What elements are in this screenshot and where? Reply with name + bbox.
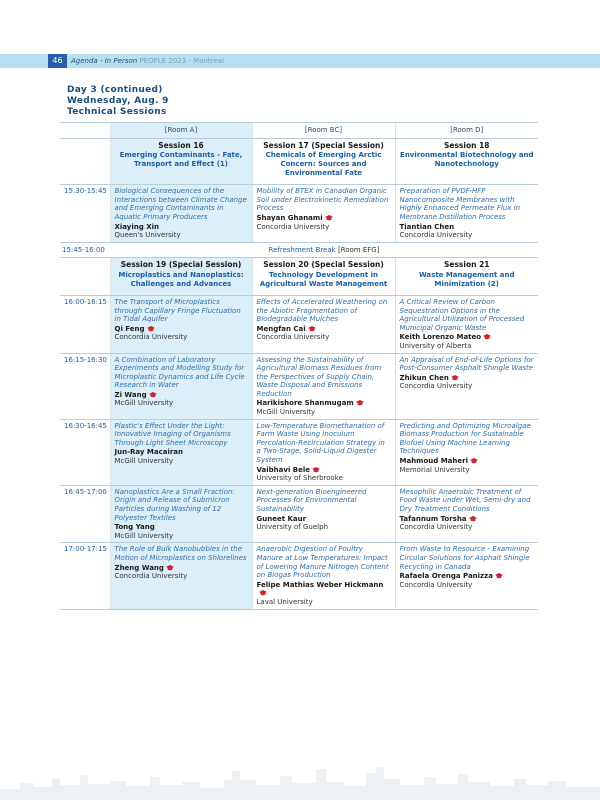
paper-affiliation: McGill University <box>114 531 174 540</box>
paper-author-line <box>400 374 535 383</box>
paper-affiliation: Queen's University <box>114 231 181 240</box>
break-label: Refreshment Break <box>268 245 336 254</box>
city-skyline-decoration <box>0 755 600 800</box>
paper-affiliation: McGill University <box>256 408 316 417</box>
student-cap-icon <box>149 392 157 398</box>
paper-affiliation: University of Sherbrooke <box>256 474 343 483</box>
paper-affiliation: University of Guelph <box>256 523 329 532</box>
session-number: Session 17 (Special Session) <box>263 140 384 150</box>
paper-affiliation: McGill University <box>114 399 174 408</box>
paper-author-line <box>400 333 535 342</box>
paper-title: From Waste to Resource - Examining Circular Solutions for Asphalt Shingle Recycling in Canada <box>399 545 530 571</box>
paper-cell <box>395 353 538 419</box>
paper-cell <box>395 485 538 543</box>
paper-author-line <box>257 325 391 334</box>
paper-affiliation: Concordia University <box>399 523 473 532</box>
break-time: 15:45-16:00 <box>60 242 110 258</box>
paper-affiliation: Memorial University <box>399 465 470 474</box>
slot-time: 17:00-17:15 <box>60 543 110 609</box>
session-20-header <box>252 258 395 296</box>
day-line-1: Day 3 (continued) <box>67 85 163 95</box>
paper-author: Mahmoud Maheri <box>399 457 468 466</box>
session-number: Session 19 (Special Session) <box>120 260 242 270</box>
paper-cell <box>395 419 538 485</box>
header-separator: - <box>97 57 105 65</box>
session-number: Session 16 <box>158 140 204 150</box>
paper-author-line <box>115 223 248 232</box>
break-room: [Room EFG] <box>337 245 380 254</box>
paper-title: Biological Consequences of the Interactions between Climate Change and Emerging Contaminants in Aquatic Primary Producers <box>114 187 247 221</box>
paper-author: Harikishore Shanmugam <box>256 399 354 408</box>
slot-time: 16:45-17:00 <box>60 485 110 543</box>
paper-author: Tong Yang <box>114 523 155 532</box>
paper-title: Predicting and Optimizing Microalgae Biomass Production for Sustainable Biofuel Using Machine Learning Techniques <box>399 421 531 456</box>
paper-affiliation: University of Alberta <box>399 341 472 350</box>
paper-cell <box>110 185 252 243</box>
page-number: 46 <box>48 54 67 68</box>
session-header-row-top <box>60 138 538 185</box>
paper-cell <box>110 295 252 353</box>
paper-affiliation: Concordia University <box>256 333 330 342</box>
slot-row <box>60 485 538 543</box>
paper-author-line <box>400 223 535 232</box>
paper-cell <box>110 419 252 485</box>
slot-time: 16:15-16:30 <box>60 353 110 419</box>
paper-cell <box>110 353 252 419</box>
room-row-spacer <box>60 123 110 139</box>
day-line-3: Technical Sessions <box>67 107 167 117</box>
paper-affiliation: Concordia University <box>114 572 188 581</box>
session-title: Waste Management and Minimization (2) <box>418 270 515 288</box>
paper-affiliation: Laval University <box>256 597 313 606</box>
paper-cell <box>110 543 252 609</box>
paper-author-line <box>115 564 248 573</box>
paper-title: A Combination of Laboratory Experiments and Modelling Study for Microplastic Dynamics and Life Cycle Research in Water <box>114 355 245 390</box>
paper-title: An Appraisal of End-of-Life Options for Post-Consumer Asphalt Shingle Waste <box>399 355 534 373</box>
paper-author: Zheng Wang <box>114 563 164 572</box>
session-19-header <box>110 258 252 296</box>
session-number: Session 20 (Special Session) <box>263 260 384 270</box>
slot-time: 16:00-16:15 <box>60 295 110 353</box>
paper-author-line <box>257 214 391 223</box>
room-a: [Room A] <box>110 123 252 139</box>
paper-cell <box>252 419 395 485</box>
paper-title: Low-Temperature Biomethanation of Farm Waste Using Inoculum Percolation-Recirculation Strategy in a Two-Stage, Solid-Liquid Digester System <box>256 421 385 465</box>
session-21-header <box>395 258 538 296</box>
paper-author: Keith Lorenzo Mateo <box>399 333 482 342</box>
paper-cell <box>110 485 252 543</box>
paper-title: Mobility of BTEX in Canadian Organic Soil under Electrokinetic Remediation Process <box>256 187 389 213</box>
paper-title: Anaerobic Digestion of Poultry Manure at Low Temperatures: Impact of Lowering Manure Nitrogen Content on Biogas Production <box>256 545 389 580</box>
paper-title: The Transport of Microplastics through Capillary Fringe Fluctuation in Tidal Aquifer <box>114 297 241 324</box>
paper-cell <box>395 543 538 609</box>
break-cell <box>110 242 538 258</box>
student-cap-icon <box>259 590 267 596</box>
paper-affiliation: Concordia University <box>256 222 330 231</box>
paper-author: Vaibhavi Bele <box>256 465 311 474</box>
paper-author-line <box>400 515 535 524</box>
paper-title: Next-generation Bioengineered Processes for Environmental Sustainability <box>256 487 367 513</box>
session-16-header <box>110 138 252 185</box>
paper-author: Xiaying Xin <box>114 222 159 231</box>
paper-author-line <box>115 325 248 334</box>
paper-title: Mesophilic Anaerobic Treatment of Food Waste under Wet, Semi-dry and Dry Treatment Conditions <box>399 487 531 513</box>
room-bc: [Room BC] <box>252 123 395 139</box>
paper-author: Jun-Ray Macairan <box>114 448 183 457</box>
student-cap-icon <box>147 326 155 332</box>
session-number: Session 21 <box>443 260 490 270</box>
schedule-table <box>60 122 538 610</box>
paper-author-line <box>115 523 248 532</box>
session-row-spacer <box>60 138 110 185</box>
student-cap-icon <box>495 573 503 579</box>
paper-author-line <box>115 448 248 457</box>
header-event: PEOPLE 2023 - Montreal <box>139 57 224 65</box>
paper-affiliation: McGill University <box>114 457 174 466</box>
paper-author-line <box>257 466 391 475</box>
slot-row <box>60 353 538 419</box>
paper-affiliation: Concordia University <box>399 382 473 391</box>
paper-author-line <box>115 391 248 400</box>
paper-cell <box>252 485 395 543</box>
student-cap-icon <box>308 326 316 332</box>
session-header-row-bottom <box>60 258 538 296</box>
paper-author: Rafaela Orenga Panizza <box>399 572 493 581</box>
session-title: Emerging Contaminants - Fate, Transport and Effect (1) <box>119 151 243 169</box>
student-cap-icon <box>469 516 477 522</box>
paper-author: Tiantian Chen <box>399 222 455 231</box>
session-title: Chemicals of Emerging Arctic Concern: Sources and Environmental Fate <box>265 151 382 178</box>
slot-row <box>60 185 538 243</box>
slot-time: 16:30-16:45 <box>60 419 110 485</box>
paper-title: Plastic's Effect Under the Light: Innovative Imaging of Organisms Through Light Sheet Microscopy <box>114 421 231 447</box>
day-line-2: Wednesday, Aug. 9 <box>67 96 169 106</box>
paper-title: Nanoplastics Are a Small Fraction: Origin and Release of Submicron Particles during Washing of 12 Polyester Textiles <box>114 487 235 522</box>
paper-author: Mengfan Cai <box>256 324 306 333</box>
room-row <box>60 123 538 139</box>
paper-author: Shayan Ghanami <box>256 213 323 222</box>
slot-row <box>60 295 538 353</box>
paper-title: A Critical Review of Carbon Sequestration Options in the Agricultural Utilization of Processed Municipal Organic Waste <box>399 297 525 332</box>
room-d: [Room D] <box>395 123 538 139</box>
session-row-spacer <box>60 258 110 296</box>
session-number: Session 18 <box>443 140 490 150</box>
paper-author-line <box>257 515 391 524</box>
paper-title: Effects of Accelerated Weathering on the Abiotic Fragmentation of Biodegradable Mulches <box>256 297 388 324</box>
paper-title: Preparation of PVDF-HFP Nanocomposite Membranes with Highly Enhanced Permeate Flux in Membrane Distillation Process <box>399 187 521 221</box>
paper-author: Zi Wang <box>114 390 147 399</box>
header-mode: In Person <box>104 57 138 65</box>
paper-author-line <box>400 572 535 581</box>
paper-affiliation: Concordia University <box>114 333 188 342</box>
paper-affiliation: Concordia University <box>399 580 473 589</box>
paper-author: Zhikun Chen <box>399 373 449 382</box>
slot-time: 15:30-15:45 <box>60 185 110 243</box>
paper-title: Assessing the Sustainability of Agricultural Biomass Residues from the Perspectives of Supply Chain, Waste Disposal and Emissions Reduction <box>256 355 382 398</box>
paper-author: Qi Feng <box>114 324 145 333</box>
student-cap-icon <box>483 334 491 340</box>
paper-cell <box>252 185 395 243</box>
break-row <box>60 242 538 258</box>
session-title: Environmental Biotechnology and Nanotechnology <box>400 151 534 169</box>
paper-cell <box>252 295 395 353</box>
paper-author-line <box>257 581 391 598</box>
student-cap-icon <box>451 375 459 381</box>
paper-cell <box>395 295 538 353</box>
session-title: Microplastics and Nanoplastics: Challenges and Advances <box>118 270 244 288</box>
student-cap-icon <box>166 565 174 571</box>
paper-title: The Role of Bulk Nanobubbles in the Motion of Microplastics on Shlorelines <box>114 545 247 562</box>
paper-author-line <box>400 457 535 466</box>
paper-author-line <box>257 399 391 408</box>
paper-author: Felipe Mathias Weber Hickmann <box>256 580 384 589</box>
slot-row <box>60 543 538 609</box>
paper-cell <box>252 353 395 419</box>
day-heading <box>67 85 307 118</box>
student-cap-icon <box>325 215 333 221</box>
paper-author: Guneet Kaur <box>256 514 307 523</box>
paper-cell <box>395 185 538 243</box>
slot-row <box>60 419 538 485</box>
student-cap-icon <box>356 400 364 406</box>
header-section: Agenda <box>71 57 98 65</box>
student-cap-icon <box>312 467 320 473</box>
paper-affiliation: Concordia University <box>399 231 473 240</box>
paper-author: Tafannum Torsha <box>399 514 467 523</box>
session-17-header <box>252 138 395 185</box>
session-title: Technology Development in Agricultural Waste Management <box>259 270 388 288</box>
running-header <box>71 54 224 68</box>
paper-cell <box>252 543 395 609</box>
session-18-header <box>395 138 538 185</box>
student-cap-icon <box>470 458 478 464</box>
